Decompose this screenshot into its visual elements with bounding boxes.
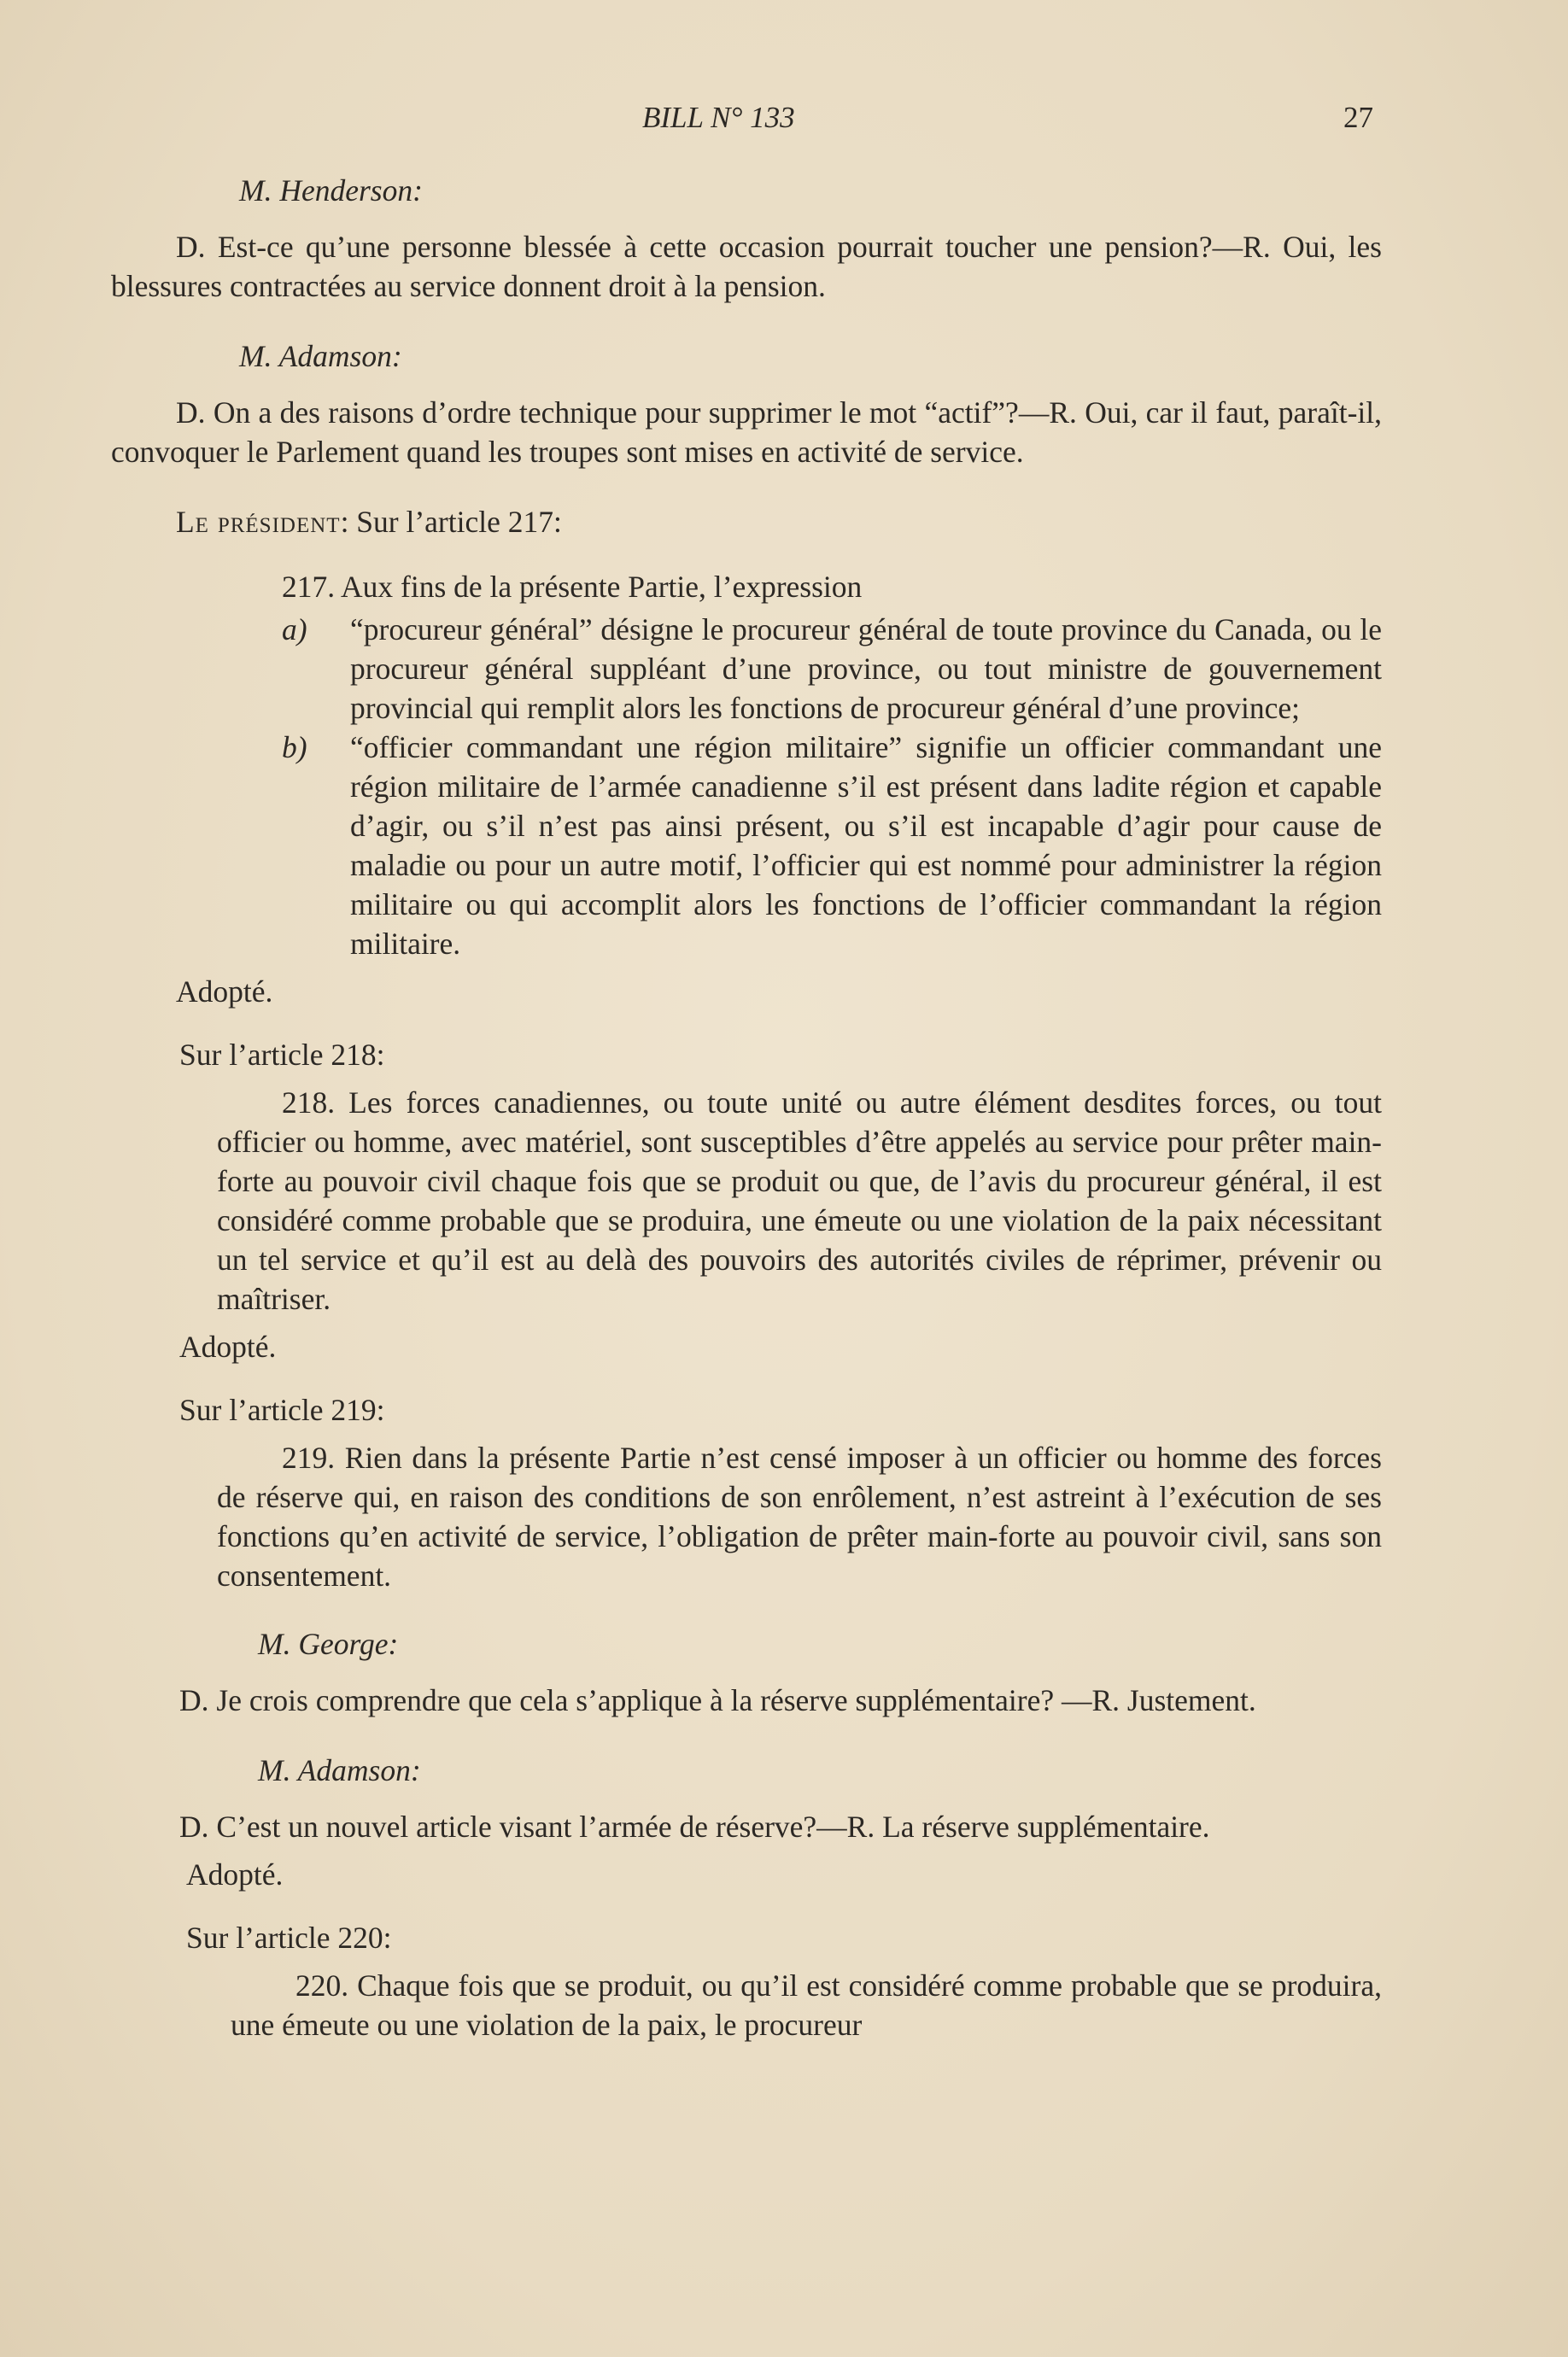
header-title: BILL N° 133	[642, 101, 795, 134]
article-218: 218. Les forces canadiennes, ou toute unité ou autre élément desdites forces, ou tout officier ou homme, avec matériel, sont susceptibles d’être appelés au service pour prêter main-forte au pouvoir civil chaque fois que se produit ou que, de l’avis du procureur général, il est considéré comme probable que se produira, une émeute ou une violation de la paix nécessitant un tel service et qu’il est au delà des pouvoirs des autorités civiles de réprimer, prévenir ou maîtriser.	[217, 1085, 1382, 1316]
page-number: 27	[1343, 101, 1373, 134]
speaker-henderson: M. Henderson:	[239, 173, 423, 208]
speaker-adamson-1: M. Adamson:	[239, 339, 402, 373]
adopte-218: Adopté.	[179, 1330, 277, 1364]
article-217-intro: 217. Aux fins de la présente Partie, l’expression	[282, 570, 863, 604]
president-text: : Sur l’article 217:	[340, 505, 562, 539]
question-answer-2: D. On a des raisons d’ordre technique pour supprimer le mot “actif”?—R. Oui, car il faut, paraît-il, convoquer le Parlement quand les troupes sont mises en activité de service.	[111, 395, 1382, 469]
definition-b-marker: b)	[282, 730, 307, 764]
definition-a-marker: a)	[282, 612, 307, 646]
question-answer-1: D. Est-ce qu’une personne blessée à cette occasion pourrait toucher une pension?—R. Oui, les blessures contractées au service donnent droit à la pension.	[111, 230, 1382, 303]
speaker-adamson-2: M. Adamson:	[258, 1753, 421, 1787]
article-220: 220. Chaque fois que se produit, ou qu’il est considéré comme probable que se produira, une émeute ou une violation de la paix, le procureur	[231, 1968, 1382, 2042]
adopte-217: Adopté.	[176, 974, 273, 1009]
article-219: 219. Rien dans la présente Partie n’est censé imposer à un officier ou homme des forces de réserve qui, en raison des conditions de son enrôlement, n’est astreint à l’exécution de ses fonctions qu’en activité de service, l’obligation de prêter main-forte au pouvoir civil, sans son consentement.	[217, 1441, 1382, 1593]
question-answer-4: D. C’est un nouvel article visant l’armée de réserve?—R. La réserve supplémentaire.	[179, 1810, 1210, 1844]
article-217-definitions	[282, 610, 1382, 963]
president-note	[176, 502, 1382, 541]
definition-a	[282, 610, 1382, 728]
intro-article-220: Sur l’article 220:	[186, 1921, 392, 1955]
definition-a-text: “procureur général” désigne le procureur général de toute province du Canada, ou le procureur général suppléant d’une province, ou tout ministre de gouvernement provincial qui remplit alors les fonctions de procureur général d’une province;	[350, 612, 1382, 725]
definition-b-text: “officier commandant une région militaire” signifie un officier commandant une région militaire de l’armée canadienne s’il est présent dans ladite région et capable d’agir, ou s’il n’est pas ainsi présent, ou s’il est incapable d’agir pour cause de maladie ou pour un autre motif, l’officier qui est nommé pour administrer la région militaire ou qui accomplit alors les fonctions de l’officier commandant la région militaire.	[350, 730, 1382, 961]
speaker-george: M. George:	[258, 1627, 399, 1661]
intro-article-219: Sur l’article 219:	[179, 1393, 385, 1427]
running-header	[0, 101, 1568, 152]
question-answer-3: D. Je crois comprendre que cela s’applique à la réserve supplémentaire? —R. Justement.	[179, 1683, 1256, 1717]
page-content	[111, 171, 1382, 2053]
adopte-219: Adopté.	[186, 1857, 284, 1892]
definition-b	[282, 728, 1382, 963]
president-label: Le président	[176, 505, 341, 539]
intro-article-218: Sur l’article 218:	[179, 1038, 385, 1072]
